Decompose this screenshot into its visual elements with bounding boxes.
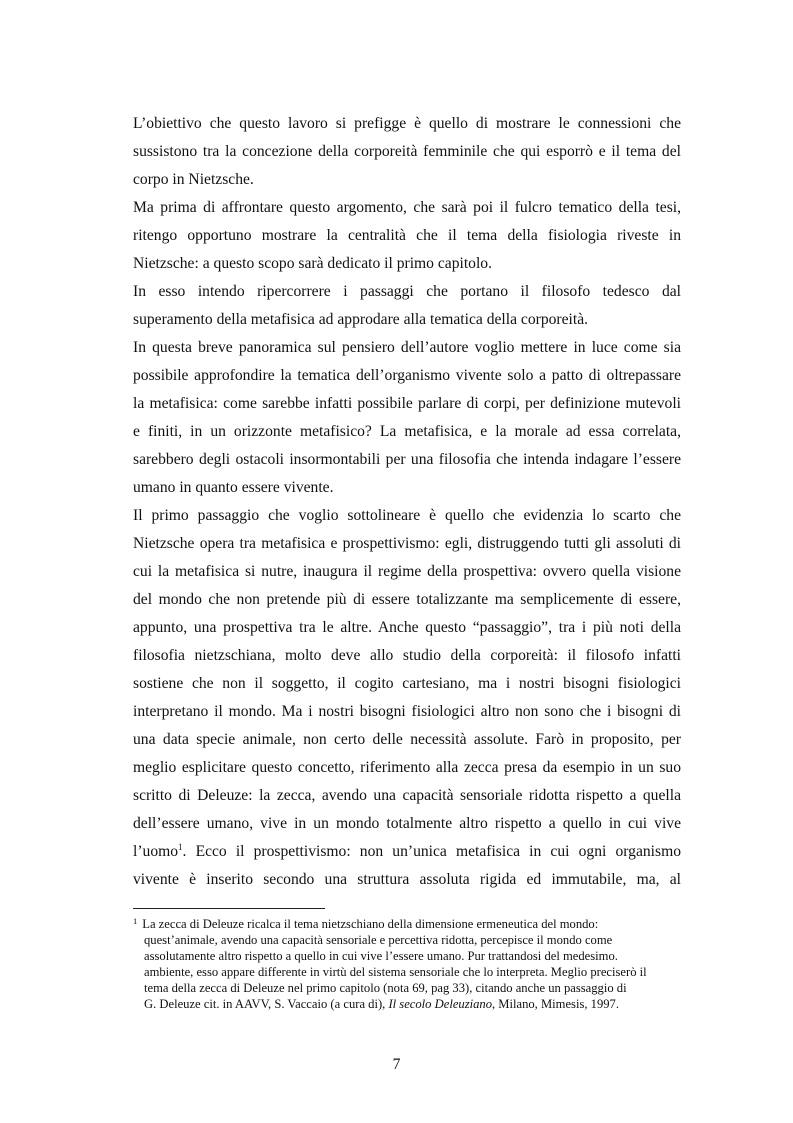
body-line: meglio esplicitare questo concetto, riferimento alla zecca presa da esempio in un suo [133, 759, 681, 776]
body-text [133, 110, 681, 894]
footnote-mark: 1 [133, 916, 138, 926]
body-line: sussistono tra la concezione della corporeità femminile che qui esporrò e il tema del [133, 143, 681, 160]
body-line: Il primo passaggio che voglio sottolineare è quello che evidenzia lo scarto che [133, 507, 681, 524]
body-line [133, 838, 681, 866]
body-text-fragment: . Ecco il prospettivismo: non un’unica metafisica in cui ogni organismo [182, 843, 681, 860]
body-line: appunto, una prospettiva tra le altre. Anche questo “passaggio”, tra i più noti della [133, 619, 681, 636]
body-line: Nietzsche opera tra metafisica e prospettivismo: egli, distruggendo tutti gli assoluti di [133, 535, 681, 552]
footnote-line [133, 916, 685, 932]
footnote-line: quest’animale, avendo una capacità sensoriale e percettiva ridotta, percepisce il mondo come [144, 933, 613, 947]
body-line: superamento della metafisica ad approdare alla tematica della corporeità. [133, 311, 589, 328]
body-line: dell’essere umano, vive in un mondo totalmente altro rispetto a quello in cui vive [133, 815, 681, 832]
footnote [133, 916, 685, 1012]
footnote-text: G. Deleuze cit. in AAVV, S. Vaccaio (a cura di), [144, 997, 389, 1011]
body-line: del mondo che non pretende più di essere totalizzante ma semplicemente di essere, [133, 591, 681, 608]
body-line: possibile approfondire la tematica dell’organismo vivente solo a patto di oltrepassare [133, 367, 681, 384]
body-line: L’obiettivo che questo lavoro si prefigge è quello di mostrare le connessioni che [133, 115, 681, 132]
body-line: vivente è inserito secondo una struttura assoluta rigida ed immutabile, ma, al [133, 871, 681, 888]
footnote-book-title: Il secolo Deleuziano [388, 997, 492, 1011]
footnote-separator [133, 908, 325, 909]
body-line: umano in quanto essere vivente. [133, 479, 334, 496]
footnote-line: tema della zecca di Deleuze nel primo capitolo (nota 69, pag 33), citando anche un passaggio di [144, 981, 627, 995]
footnote-reference[interactable]: 1 [178, 842, 183, 852]
body-line: In questa breve panoramica sul pensiero dell’autore voglio mettere in luce come sia [133, 339, 681, 356]
footnote-text: La zecca di Deleuze ricalca il tema nietzschiano della dimensione ermeneutica del mondo: [142, 917, 599, 931]
body-line: Nietzsche: a questo scopo sarà dedicato il primo capitolo. [133, 255, 492, 272]
page-number: 7 [392, 1056, 401, 1073]
body-line: ritengo opportuno mostrare la centralità che il tema della fisiologia riveste in [133, 227, 681, 244]
body-line: sostiene che non il soggetto, il cogito cartesiano, ma i nostri bisogni fisiologici [133, 675, 681, 692]
body-line: e finiti, in un orizzonte metafisico? La metafisica, e la morale ad essa correlata, [133, 423, 681, 440]
body-line: cui la metafisica si nutre, inaugura il regime della prospettiva: ovvero quella visione [133, 563, 681, 580]
body-line: filosofia nietzschiana, molto deve allo studio della corporeità: il filosofo infatti [133, 647, 681, 664]
body-text-fragment: l’uomo [133, 843, 179, 860]
footnote-text: , Milano, Mimesis, 1997. [492, 997, 619, 1011]
footnote-lines [133, 932, 685, 996]
body-line: interpretano il mondo. Ma i nostri bisogni fisiologici altro non sono che i bisogni di [133, 703, 681, 720]
body-line: Ma prima di affrontare questo argomento, che sarà poi il fulcro tematico della tesi, [133, 199, 681, 216]
footnote-line [133, 996, 685, 1012]
body-line: la metafisica: come sarebbe infatti possibile parlare di corpi, per definizione mutevoli [133, 395, 681, 412]
body-line: corpo in Nietzsche. [133, 171, 254, 188]
footnote-line: ambiente, esso appare differente in virtù del sistema sensoriale che lo interpreta. Meglio preciserò il [144, 965, 647, 979]
body-line: una data specie animale, non certo delle necessità assolute. Farò in proposito, per [133, 731, 681, 748]
body-line: scritto di Deleuze: la zecca, avendo una capacità sensoriale ridotta rispetto a quella [133, 787, 681, 804]
body-line: In esso intendo ripercorrere i passaggi che portano il filosofo tedesco dal [133, 283, 681, 300]
body-line: sarebbero degli ostacoli insormontabili per una filosofia che intenda indagare l’essere [133, 451, 681, 468]
footnote-line: assolutamente altro rispetto a quello in cui vive l’essere umano. Pur trattandosi del medesimo. [144, 949, 618, 963]
